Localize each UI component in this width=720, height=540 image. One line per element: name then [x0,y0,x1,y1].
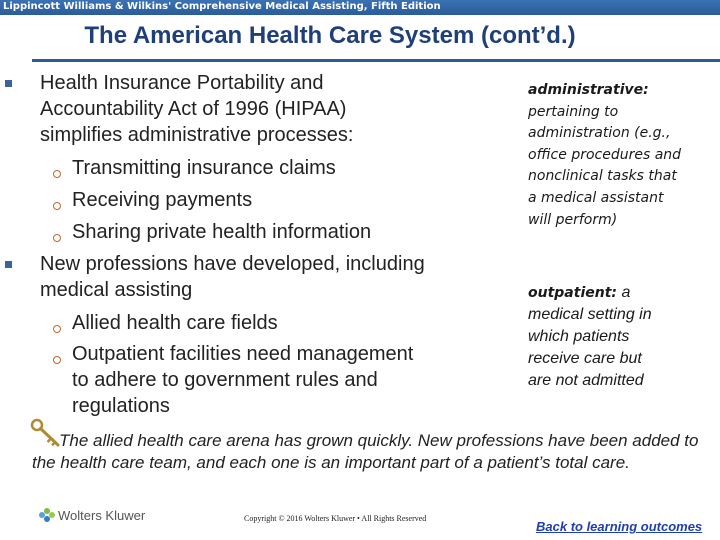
sub-bullet-circle-icon [53,202,61,210]
bullet-line: medical assisting [40,279,193,301]
slide-title: The American Health Care System (cont’d.) [84,22,576,49]
sub-bullet-item [72,341,472,419]
sub-bullet-item [72,219,472,245]
sub-bullet-line: Transmitting insurance claims [72,157,336,179]
sub-bullet-item [72,187,472,213]
glossary-definition-line: are not admitted [528,372,644,389]
bullet-line: simplifies administrative processes: [40,124,354,146]
glossary-definition-line: pertaining to [528,103,619,120]
glossary-definition-line: receive care but [528,350,642,367]
sub-bullet-line: Outpatient facilities need management [72,343,414,365]
glossary-definition-line: administration (e.g., [528,125,671,142]
glossary-definition-line: medical setting in [528,306,652,323]
sub-bullet-circle-icon [53,325,61,333]
key-note: The allied health care arena has grown quickly. New professions have been added to the health care team, and each one is an important part of a patient’s total care. [32,431,699,472]
glossary-term: outpatient: [528,285,617,301]
copyright-notice: Copyright © 2016 Wolters Kluwer • All Rights Reserved [244,514,427,523]
bullet-line: New professions have developed, including [40,253,425,275]
sub-bullet-item [72,310,472,336]
glossary-definition-line: a [617,284,631,301]
back-to-learning-outcomes-link[interactable]: Back to learning outcomes [536,519,703,534]
glossary-definition-line: office procedures and [528,146,682,163]
sub-bullet-circle-icon [53,356,61,364]
book-title: Lippincott Williams & Wilkins' Comprehensive Medical Assisting, Fifth Edition [3,1,441,12]
glossary-term: administrative: [528,82,649,98]
sub-bullet-line: Receiving payments [72,189,253,211]
sub-bullet-circle-icon [53,234,61,242]
glossary-definition-line: will perform) [528,211,618,228]
bullet-square-icon [5,80,12,87]
bullet-item [40,251,470,303]
sub-bullet-circle-icon [53,170,61,178]
bullet-line: Health Insurance Portability and [40,72,324,94]
glossary-outpatient [528,282,710,392]
sub-bullet-line: to adhere to government rules and [72,369,378,391]
sub-bullet-line: Allied health care fields [72,312,278,334]
bullet-square-icon [5,261,12,268]
glossary-definition-line: which patients [528,328,630,345]
glossary-definition-line: nonclinical tasks that [528,168,677,185]
glossary-administrative [528,80,710,231]
bullet-line: Accountability Act of 1996 (HIPAA) [40,98,347,120]
publisher-name: Wolters Kluwer [58,508,146,523]
sub-bullet-item [72,155,472,181]
glossary-definition-line: a medical assistant [528,189,664,206]
bullet-item [40,70,470,148]
sub-bullet-line: regulations [72,395,170,417]
sub-bullet-line: Sharing private health information [72,221,372,243]
